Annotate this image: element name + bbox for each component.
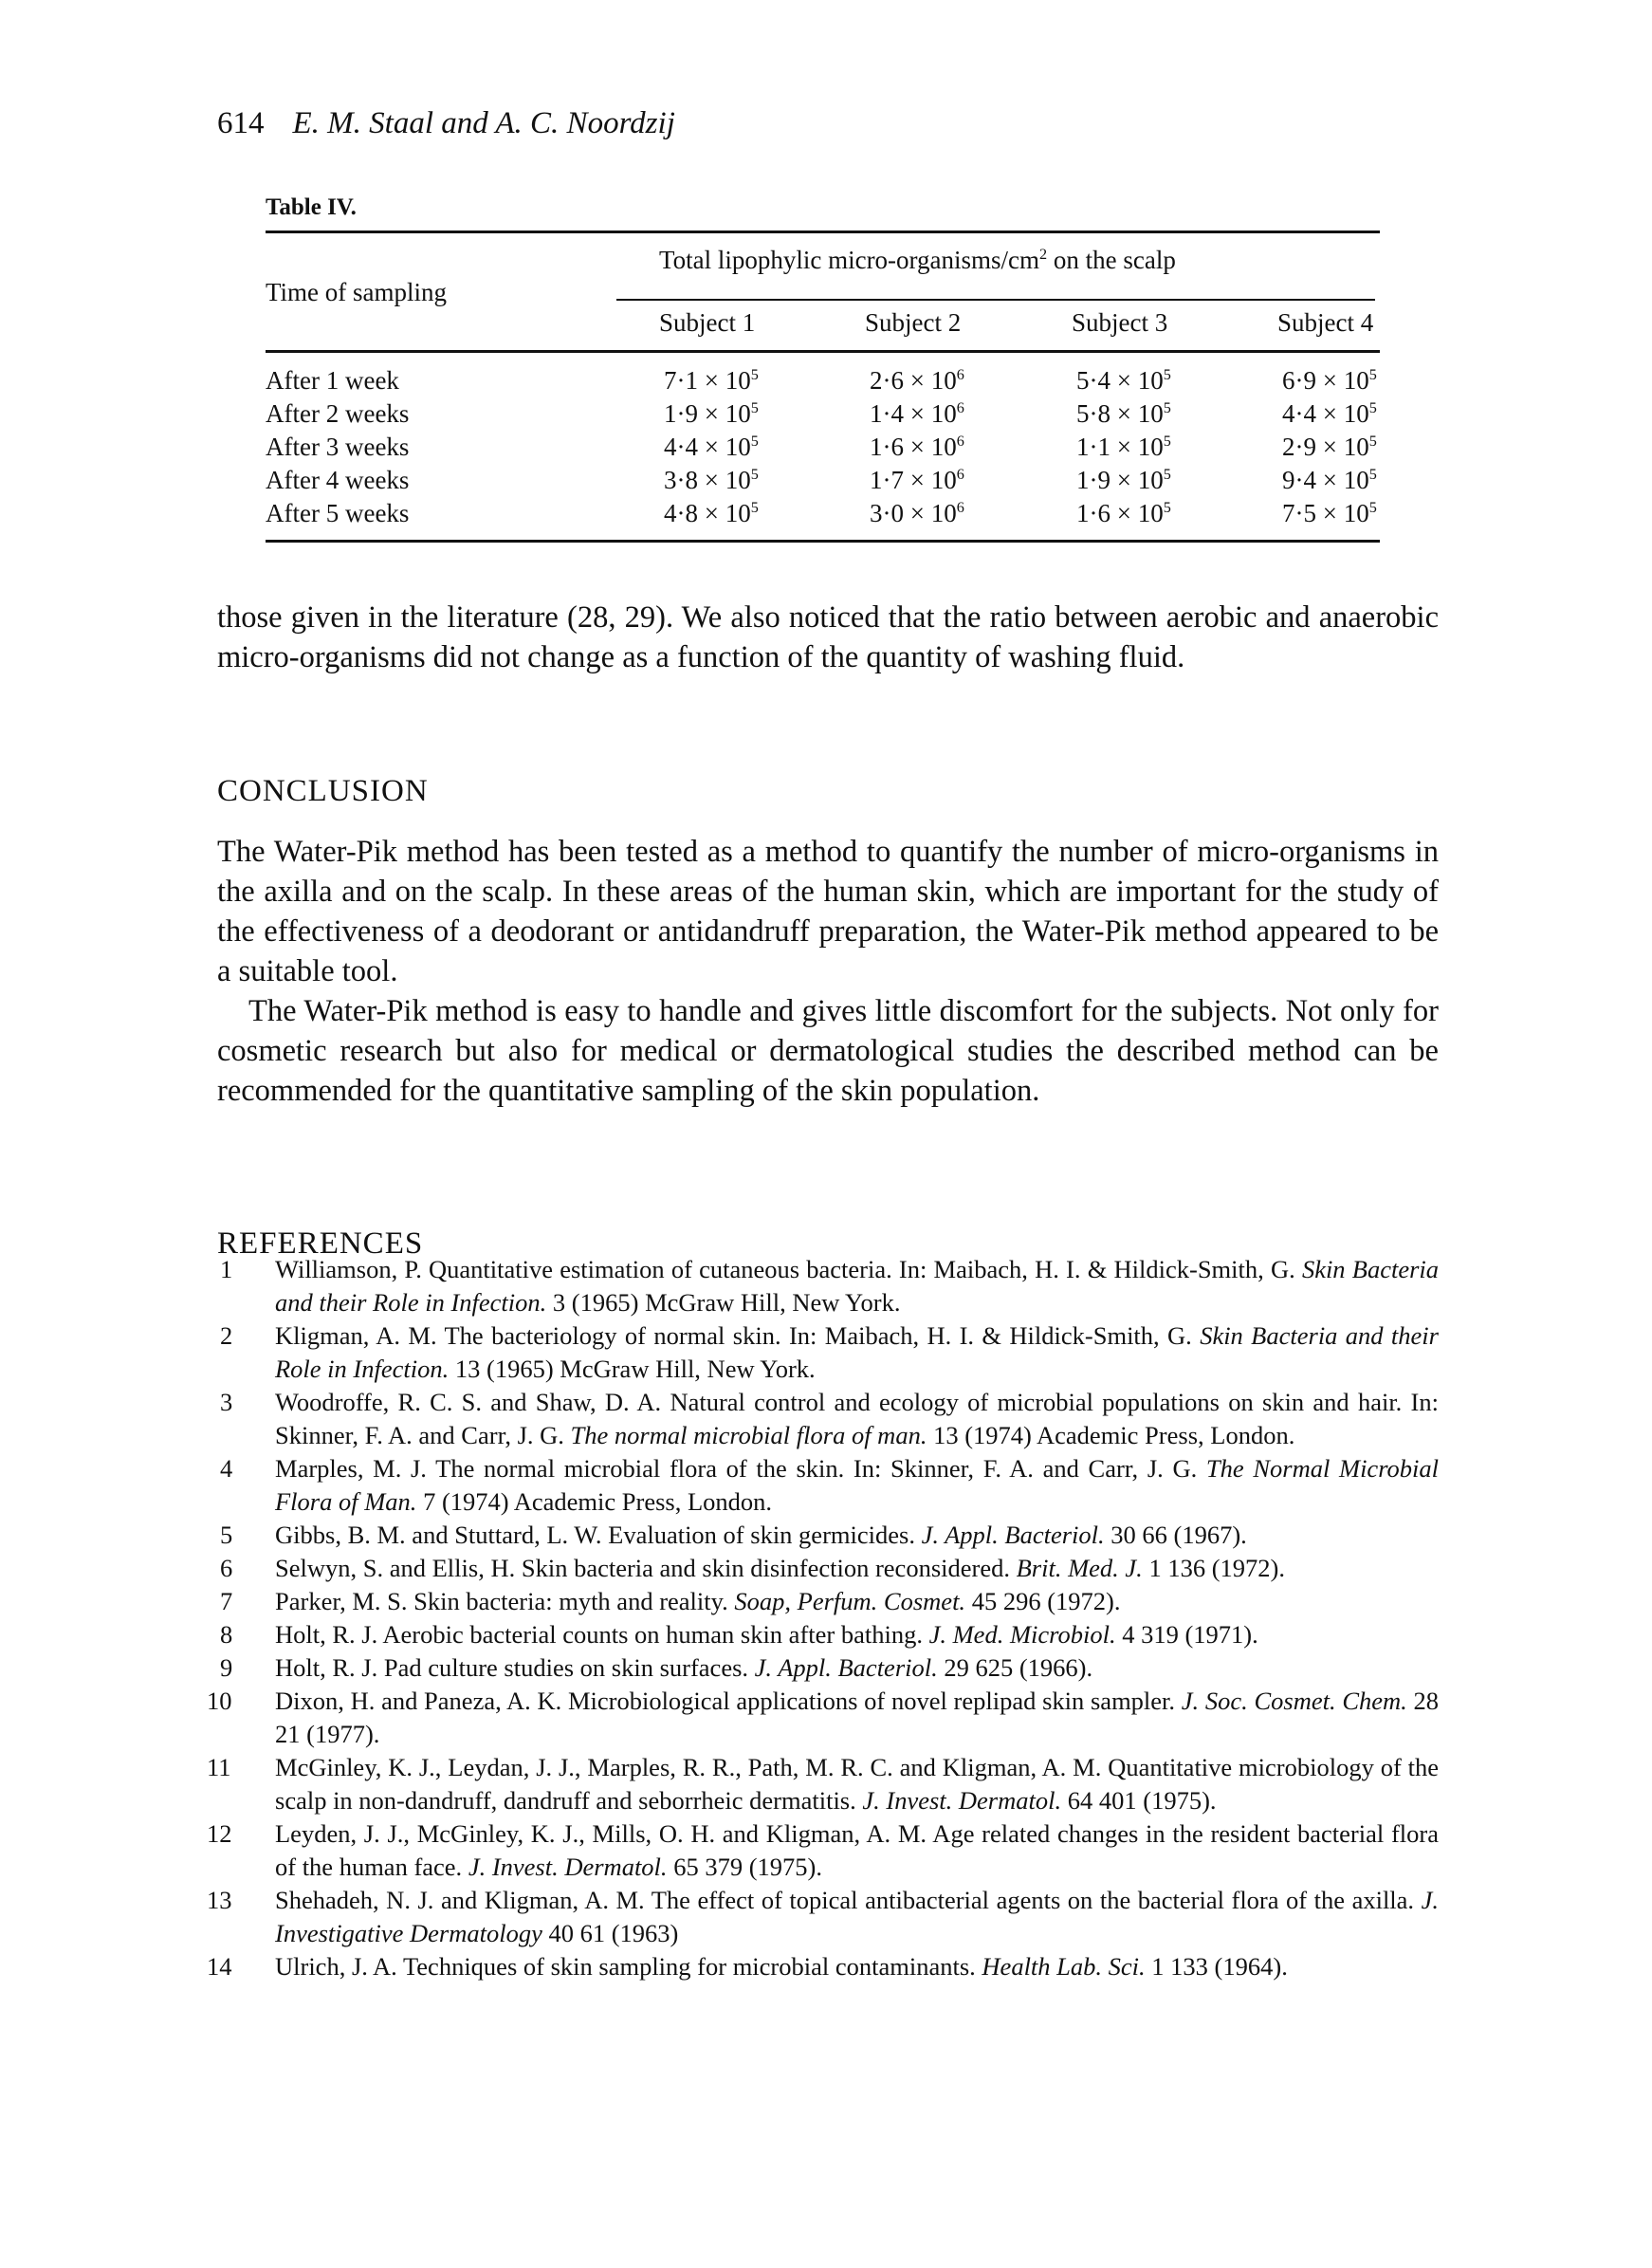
cell-exponent: 5 [750, 433, 759, 450]
cell-mantissa: 1·1 × 10 [1076, 433, 1164, 461]
cell-mantissa: 1·6 × 10 [1076, 499, 1164, 527]
reference-number: 14 [207, 1952, 232, 1981]
cell-exponent: 5 [1163, 366, 1171, 383]
table-cell [1076, 433, 1171, 462]
reference-item [207, 1751, 1439, 1817]
cell-mantissa: 1·6 × 10 [870, 433, 957, 461]
reference-source: The normal microbial flora of man. [570, 1421, 927, 1449]
cell-mantissa: 1·9 × 10 [664, 399, 751, 428]
cell-mantissa: 1·7 × 10 [870, 466, 957, 494]
reference-text: Ulrich, J. A. Techniques of skin sampling for microbial contaminants. [275, 1952, 982, 1981]
cell-exponent: 5 [1368, 433, 1377, 450]
column-header: Subject 4 [1277, 308, 1374, 337]
row-label: After 3 weeks [266, 433, 410, 461]
reference-item [207, 1685, 1440, 1751]
table-title: Table IV. [266, 194, 357, 220]
table-cell [1076, 466, 1171, 495]
cell-exponent: 5 [750, 466, 759, 483]
paragraph-text: those given in the literature (28, 29). We also noticed that the ratio between aerobic and anaerobic micro-organisms did not change as a function of the quantity of washing fluid. [217, 600, 1439, 674]
cell-mantissa: 5·8 × 10 [1076, 399, 1164, 428]
reference-number: 2 [220, 1321, 233, 1350]
group-header-tail: on the scalp [1047, 246, 1176, 274]
cell-exponent: 5 [1163, 499, 1171, 516]
group-header-text: Total lipophylic micro-organisms/cm [659, 246, 1040, 274]
running-header [217, 106, 675, 141]
reference-text: Holt, R. J. Pad culture studies on skin surfaces. [275, 1653, 755, 1682]
reference-source: Skin Bacteria and their Role in Infection. [275, 1255, 1440, 1317]
cell-exponent: 5 [750, 366, 759, 383]
conclusion-paragraph: The Water-Pik method has been tested as a method to quantify the number of micro-organisms in the axilla and on the scalp. In these areas of the human skin, which are important for the study of the effectiveness of a deodorant or antidandruff preparation, the Water-Pik method appeared to be a suitable tool. [217, 835, 1439, 988]
reference-item [220, 1651, 1439, 1685]
cell-exponent: 5 [1368, 499, 1377, 516]
conclusion-body [217, 832, 1439, 1111]
cell-mantissa: 7·1 × 10 [664, 366, 751, 395]
cell-exponent: 5 [1368, 466, 1377, 483]
reference-details: 29 625 (1966). [937, 1653, 1093, 1682]
group-header [659, 246, 1176, 275]
cell-exponent: 5 [1163, 466, 1171, 483]
reference-item [220, 1452, 1439, 1519]
cell-mantissa: 2·6 × 10 [870, 366, 957, 395]
reference-text: Marples, M. J. The normal microbial flora of the skin. In: Skinner, F. A. and Carr, J. G. [275, 1454, 1206, 1483]
header-bottom-rule [266, 350, 1380, 353]
table-cell [664, 499, 759, 528]
table-cell [664, 366, 759, 396]
cell-mantissa: 2·9 × 10 [1282, 433, 1369, 461]
table-cell [664, 399, 759, 429]
row-label: After 4 weeks [266, 466, 410, 494]
reference-text: Woodroffe, R. C. S. and Shaw, D. A. Natural control and ecology of microbial populations on skin and hair. In: Skinner, F. A. and Carr, J. G. [275, 1388, 1439, 1449]
row-header: Time of sampling [266, 278, 448, 306]
reference-number: 8 [220, 1620, 233, 1649]
reference-details: 7 (1974) Academic Press, London. [416, 1487, 773, 1516]
cell-mantissa: 1·4 × 10 [870, 399, 957, 428]
reference-source: Brit. Med. J. [1016, 1554, 1143, 1582]
reference-number: 13 [207, 1886, 232, 1914]
group-rule [616, 299, 1375, 301]
cell-mantissa: 4·4 × 10 [1282, 399, 1369, 428]
cell-mantissa: 4·4 × 10 [664, 433, 751, 461]
reference-item [220, 1585, 1439, 1618]
reference-details: 4 319 (1971). [1115, 1620, 1258, 1649]
reference-source: J. Med. Microbiol. [928, 1620, 1116, 1649]
cell-exponent: 6 [956, 433, 964, 450]
reference-number: 4 [220, 1454, 233, 1483]
reference-item [207, 1950, 1439, 1983]
reference-text: Dixon, H. and Paneza, A. K. Microbiological applications of novel replipad skin sampler. [275, 1687, 1182, 1715]
reference-number: 12 [207, 1819, 232, 1848]
table-cell [1282, 399, 1377, 429]
cell-exponent: 6 [956, 399, 964, 416]
cell-mantissa: 3·8 × 10 [664, 466, 751, 494]
cell-mantissa: 6·9 × 10 [1282, 366, 1369, 395]
references-heading: REFERENCES [217, 1226, 424, 1261]
reference-source: The Normal Microbial Flora of Man. [275, 1454, 1439, 1516]
page-number: 614 [217, 106, 265, 140]
cell-exponent: 5 [750, 399, 759, 416]
reference-item [220, 1618, 1439, 1651]
reference-source: J. Soc. Cosmet. Chem. [1181, 1687, 1407, 1715]
reference-source: J. Appl. Bacteriol. [754, 1653, 938, 1682]
table-cell [1076, 499, 1171, 528]
cell-mantissa: 1·9 × 10 [1076, 466, 1164, 494]
intro-paragraph [217, 598, 1439, 677]
column-header: Subject 2 [865, 308, 962, 337]
reference-details: 45 296 (1972). [965, 1587, 1121, 1615]
column-header: Subject 1 [659, 308, 756, 337]
table-cell [870, 366, 964, 396]
table-cell [870, 499, 964, 528]
table-top-rule [266, 230, 1380, 233]
reference-list [207, 1253, 1440, 1983]
reference-number: 3 [220, 1388, 233, 1416]
reference-text: Holt, R. J. Aerobic bacterial counts on human skin after bathing. [275, 1620, 929, 1649]
table-cell [1282, 466, 1377, 495]
reference-text: Leyden, J. J., McGinley, K. J., Mills, O. H. and Kligman, A. M. Age related changes in the resident bacterial flora of the human face. [275, 1819, 1439, 1881]
reference-number: 11 [207, 1753, 231, 1781]
reference-details: 1 133 (1964). [1145, 1952, 1288, 1981]
conclusion-paragraph: The Water-Pik method is easy to handle and gives little discomfort for the subjects. Not only for cosmetic research but also for medical or dermatological studies the described method can be recommended for the quantitative sampling of the skin population. [217, 994, 1439, 1108]
cell-mantissa: 3·0 × 10 [870, 499, 957, 527]
reference-source: J. Invest. Dermatol. [862, 1786, 1062, 1815]
reference-number: 6 [220, 1554, 233, 1582]
table-cell [870, 433, 964, 462]
reference-details: 65 379 (1975). [667, 1853, 822, 1881]
group-header-sup: 2 [1039, 246, 1048, 263]
table-cell [664, 433, 759, 462]
reference-source: Skin Bacteria and their Role in Infection. [275, 1321, 1439, 1383]
table-cell [1076, 366, 1171, 396]
reference-details: 13 (1974) Academic Press, London. [927, 1421, 1295, 1449]
reference-item [207, 1817, 1439, 1884]
reference-text: Kligman, A. M. The bacteriology of normal skin. In: Maibach, H. I. & Hildick-Smith, G. [275, 1321, 1201, 1350]
cell-mantissa: 7·5 × 10 [1282, 499, 1369, 527]
conclusion-heading: CONCLUSION [217, 774, 429, 808]
row-label: After 1 week [266, 366, 399, 395]
cell-exponent: 5 [1163, 399, 1171, 416]
table-bottom-rule [266, 540, 1380, 543]
reference-number: 1 [220, 1255, 233, 1283]
cell-exponent: 5 [1368, 366, 1377, 383]
reference-details: 1 136 (1972). [1142, 1554, 1285, 1582]
cell-exponent: 5 [1368, 399, 1377, 416]
reference-source: J. Investigative Dermatology [275, 1886, 1439, 1947]
reference-source: Soap, Perfum. Cosmet. [734, 1587, 966, 1615]
column-header: Subject 3 [1072, 308, 1168, 337]
cell-mantissa: 5·4 × 10 [1076, 366, 1164, 395]
reference-item [220, 1386, 1439, 1452]
table-cell [1282, 433, 1377, 462]
reference-text: McGinley, K. J., Leydan, J. J., Marples, R. R., Path, M. R. C. and Kligman, A. M. Quantitative microbiology of the scalp in non-dandruff, dandruff and seborrheic dermatitis. [275, 1753, 1439, 1815]
reference-details: 30 66 (1967). [1104, 1521, 1247, 1549]
authors: E. M. Staal and A. C. Noordzij [292, 106, 675, 140]
cell-exponent: 5 [1163, 433, 1171, 450]
table-cell [1076, 399, 1171, 429]
reference-source: J. Appl. Bacteriol. [921, 1521, 1105, 1549]
reference-number: 5 [220, 1521, 233, 1549]
table-cell [870, 466, 964, 495]
reference-text: Parker, M. S. Skin bacteria: myth and reality. [275, 1587, 735, 1615]
row-label: After 5 weeks [266, 499, 410, 527]
cell-exponent: 6 [956, 499, 964, 516]
reference-item [220, 1253, 1439, 1319]
cell-exponent: 6 [956, 366, 964, 383]
reference-details: 3 (1965) McGraw Hill, New York. [546, 1288, 901, 1317]
table-cell [1282, 499, 1377, 528]
cell-exponent: 5 [750, 499, 759, 516]
reference-details: 40 61 (1963) [541, 1919, 679, 1947]
reference-number: 10 [207, 1687, 232, 1715]
reference-text: Shehadeh, N. J. and Kligman, A. M. The effect of topical antibacterial agents on the bacterial flora of the axilla. [275, 1886, 1422, 1914]
reference-item [220, 1519, 1439, 1552]
reference-details: 64 401 (1975). [1061, 1786, 1217, 1815]
table-cell [1282, 366, 1377, 396]
cell-mantissa: 4·8 × 10 [664, 499, 751, 527]
reference-number: 7 [220, 1587, 233, 1615]
row-label: After 2 weeks [266, 399, 410, 428]
reference-text: Gibbs, B. M. and Stuttard, L. W. Evaluation of skin germicides. [275, 1521, 922, 1549]
table-cell [870, 399, 964, 429]
reference-source: Health Lab. Sci. [982, 1952, 1146, 1981]
reference-text: Selwyn, S. and Ellis, H. Skin bacteria and skin disinfection reconsidered. [275, 1554, 1017, 1582]
reference-details: 13 (1965) McGraw Hill, New York. [449, 1355, 816, 1383]
reference-item [207, 1884, 1439, 1950]
cell-exponent: 6 [956, 466, 964, 483]
reference-details: 28 21 (1977). [275, 1687, 1440, 1748]
cell-mantissa: 9·4 × 10 [1282, 466, 1369, 494]
reference-number: 9 [220, 1653, 233, 1682]
reference-item [220, 1319, 1439, 1386]
reference-text: Williamson, P. Quantitative estimation of cutaneous bacteria. In: Maibach, H. I. & Hildick-Smith, G. [275, 1255, 1302, 1283]
table-cell [664, 466, 759, 495]
reference-source: J. Invest. Dermatol. [468, 1853, 668, 1881]
reference-item [220, 1552, 1439, 1585]
